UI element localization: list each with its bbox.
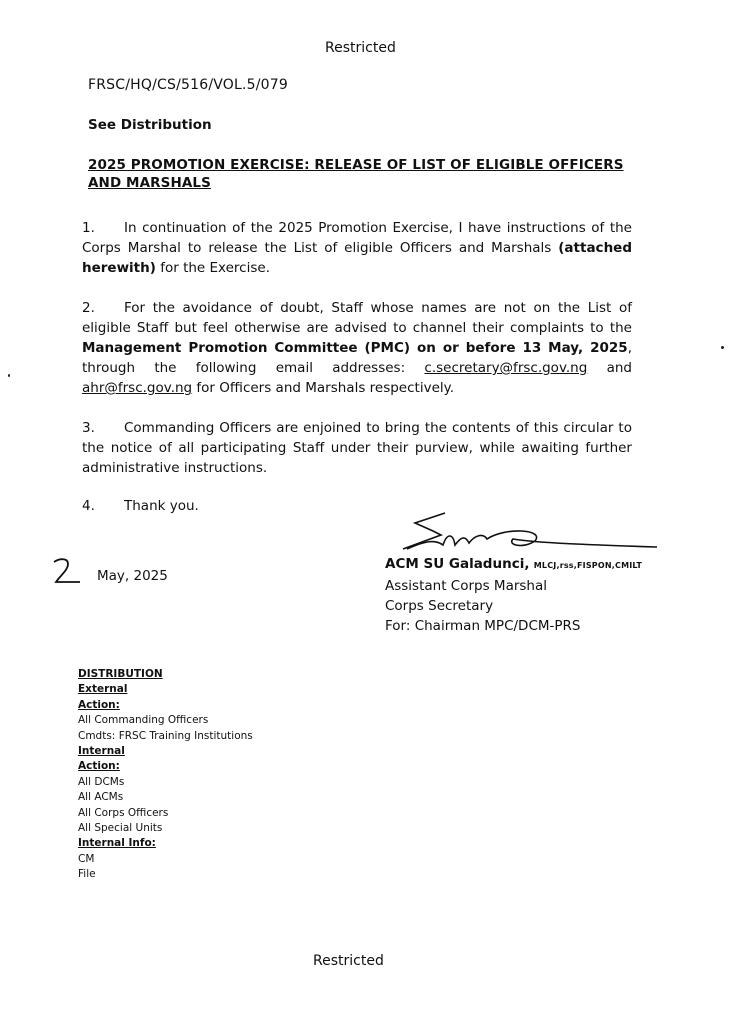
paragraph-number: 4. (82, 498, 95, 514)
scan-speck (8, 374, 10, 377)
paragraph-4: 4. Thank you. (82, 498, 199, 514)
internal-info-label: Internal Info: (78, 837, 156, 850)
distribution-item: File (78, 868, 96, 881)
paragraph-number: 3. (82, 420, 95, 436)
distribution-item: All DCMs (78, 775, 125, 788)
reference-number: FRSC/HQ/CS/516/VOL.5/079 (88, 77, 288, 93)
distribution-item: All Corps Officers (78, 806, 169, 819)
paragraph-3: 3. Commanding Officers are enjoined to bring the contents of this circular to the notice of all participating Staff under their purview, while awaiting further administrative instructions. (82, 420, 632, 476)
signature-icon (395, 505, 665, 555)
paragraph-2: 2. For the avoidance of doubt, Staff whose names are not on the List of eligible Staff but feel otherwise are advised to channel their complaints to the Management Promotion Committee (PMC) on or before 13 May, 2025, through the following email addresses: c.secretary@frsc.gov.ng and ahr@frsc.gov.ng for Officers and Marshals respectively. (82, 300, 632, 396)
distribution-item: All ACMs (78, 791, 124, 804)
scan-speck (721, 346, 724, 349)
subject-title: 2025 PROMOTION EXERCISE: RELEASE OF LIST OF ELIGIBLE OFFICERS AND MARSHALS (88, 157, 624, 191)
paragraph-number: 1. (82, 220, 95, 236)
distribution-list (78, 667, 253, 883)
post-nominals: MLCJ,rss,FISPON,CMILT (533, 561, 643, 570)
distribution-item: All Commanding Officers (78, 714, 209, 727)
external-label: External (78, 683, 128, 696)
signature-block (385, 554, 642, 636)
distribution-item: CM (78, 852, 95, 865)
paragraph-number: 2. (82, 300, 95, 316)
classification-header: Restricted (325, 40, 396, 56)
signatory-rank: Assistant Corps Marshal (385, 578, 548, 594)
signatory-for: For: Chairman MPC/DCM-PRS (385, 618, 581, 634)
document-date: May, 2025 (97, 568, 168, 584)
signatory-name: ACM SU Galadunci, (385, 556, 530, 572)
signatory-office: Corps Secretary (385, 598, 494, 614)
distribution-item: All Special Units (78, 822, 163, 835)
email-link-ahr[interactable]: ahr@frsc.gov.ng (82, 380, 193, 396)
distribution-title: DISTRIBUTION (78, 668, 163, 680)
distribution-item: Cmdts: FRSC Training Institutions (78, 729, 253, 742)
internal-label: Internal (78, 745, 125, 758)
classification-footer: Restricted (313, 953, 384, 969)
external-action-label: Action: (78, 698, 120, 711)
handwritten-day-icon (50, 556, 86, 586)
paragraph-1: 1. In continuation of the 2025 Promotion Exercise, I have instructions of the Corps Marshal to release the List of eligible Officers and Marshals (attached herewith) for the Exercise. (82, 220, 632, 276)
addressee: See Distribution (88, 117, 212, 133)
email-link-secretary[interactable]: c.secretary@frsc.gov.ng (424, 360, 588, 376)
internal-action-label: Action: (78, 760, 120, 773)
